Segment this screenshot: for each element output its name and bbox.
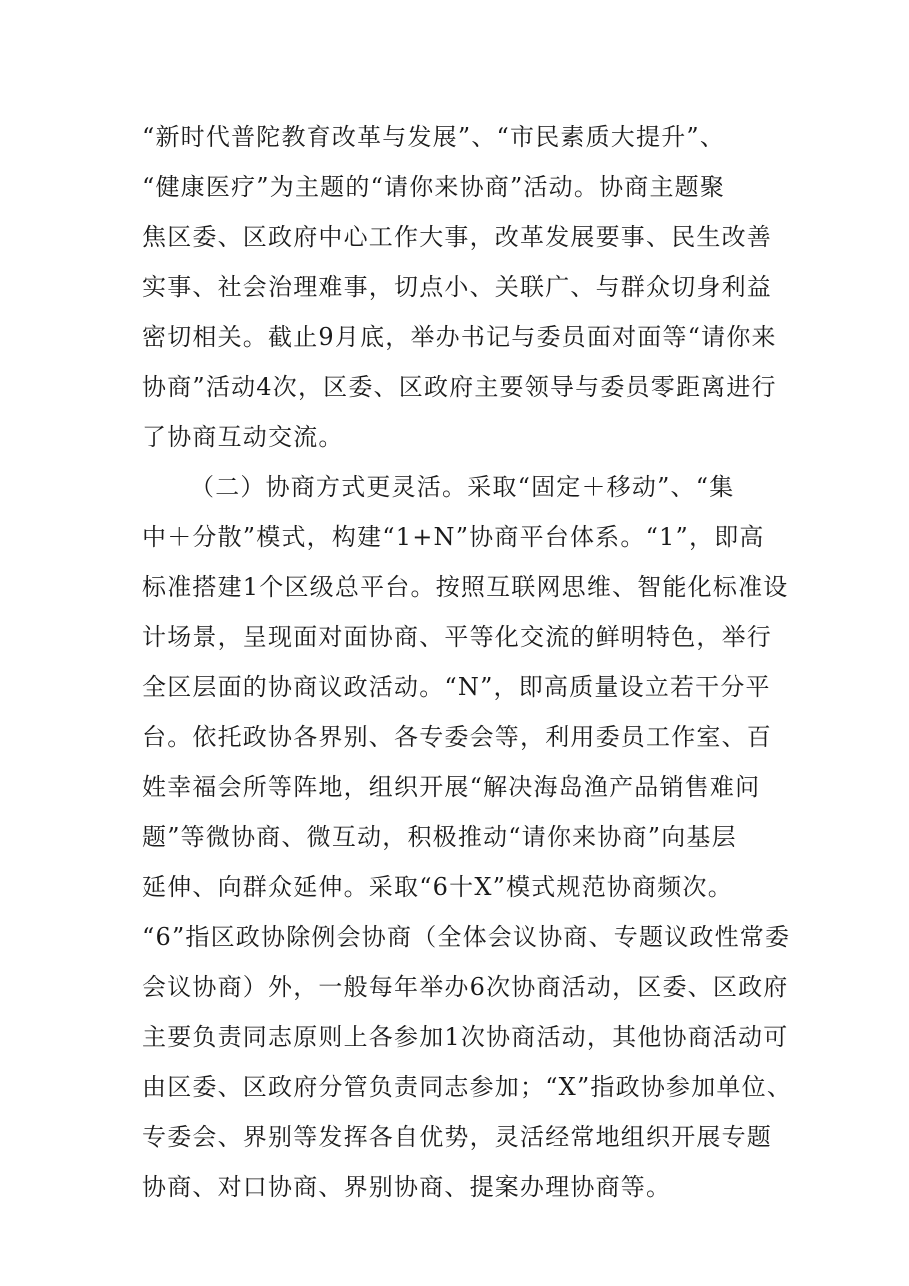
text-line: 专委会、界别等发挥各自优势，灵活经常地组织开展专题 xyxy=(142,1123,772,1151)
text-line: “新时代普陀教育改革与发展”、“市民素质大提升”、 xyxy=(142,123,726,151)
text-line: 会议协商）外，一般每年举办6次协商活动，区委、区政府 xyxy=(142,973,789,1001)
text-line: 中＋分散”模式，构建“1+N”协商平台体系。“1”，即高 xyxy=(142,523,765,551)
text-line: 协商”活动4次，区委、区政府主要领导与委员零距离进行 xyxy=(142,373,777,401)
text-line: 协商、对口协商、界别协商、提案办理协商等。 xyxy=(142,1173,672,1201)
text-line: 了协商互动交流。 xyxy=(142,423,344,451)
text-line: 计场景，呈现面对面协商、平等化交流的鲜明特色，举行 xyxy=(142,623,772,651)
text-line: 延伸、向群众延伸。采取“6十X”模式规范协商频次。 xyxy=(142,873,733,901)
text-line: 实事、社会治理难事，切点小、关联广、与群众切身利益 xyxy=(142,273,772,301)
text-line: 全区层面的协商议政活动。“N”，即高质量设立若干分平 xyxy=(142,673,771,701)
text-line: “6”指区政协除例会协商（全体会议协商、专题议政性常委 xyxy=(142,923,791,951)
text-line: 台。依托政协各界别、各专委会等，利用委员工作室、百 xyxy=(142,723,772,751)
text-line: 焦区委、区政府中心工作大事，改革发展要事、民生改善 xyxy=(142,223,772,251)
text-line: 姓幸福会所等阵地，组织开展“解决海岛渔产品销售难问 xyxy=(142,773,761,801)
text-line: 密切相关。截止9月底，举办书记与委员面对面等“请你来 xyxy=(142,323,777,351)
section-heading-line: （二）协商方式更灵活。采取“固定＋移动”、“集 xyxy=(190,473,735,501)
text-line: 由区委、区政府分管负责同志参加；“X”指政协参加单位、 xyxy=(142,1073,793,1101)
text-line: 标准搭建1个区级总平台。按照互联网思维、智能化标准设 xyxy=(142,573,789,601)
text-line: 主要负责同志原则上各参加1次协商活动，其他协商活动可 xyxy=(142,1023,789,1051)
text-line: 题”等微协商、微互动，积极推动“请你来协商”向基层 xyxy=(142,823,737,851)
text-line: “健康医疗”为主题的“请你来协商”活动。协商主题聚 xyxy=(142,173,726,201)
